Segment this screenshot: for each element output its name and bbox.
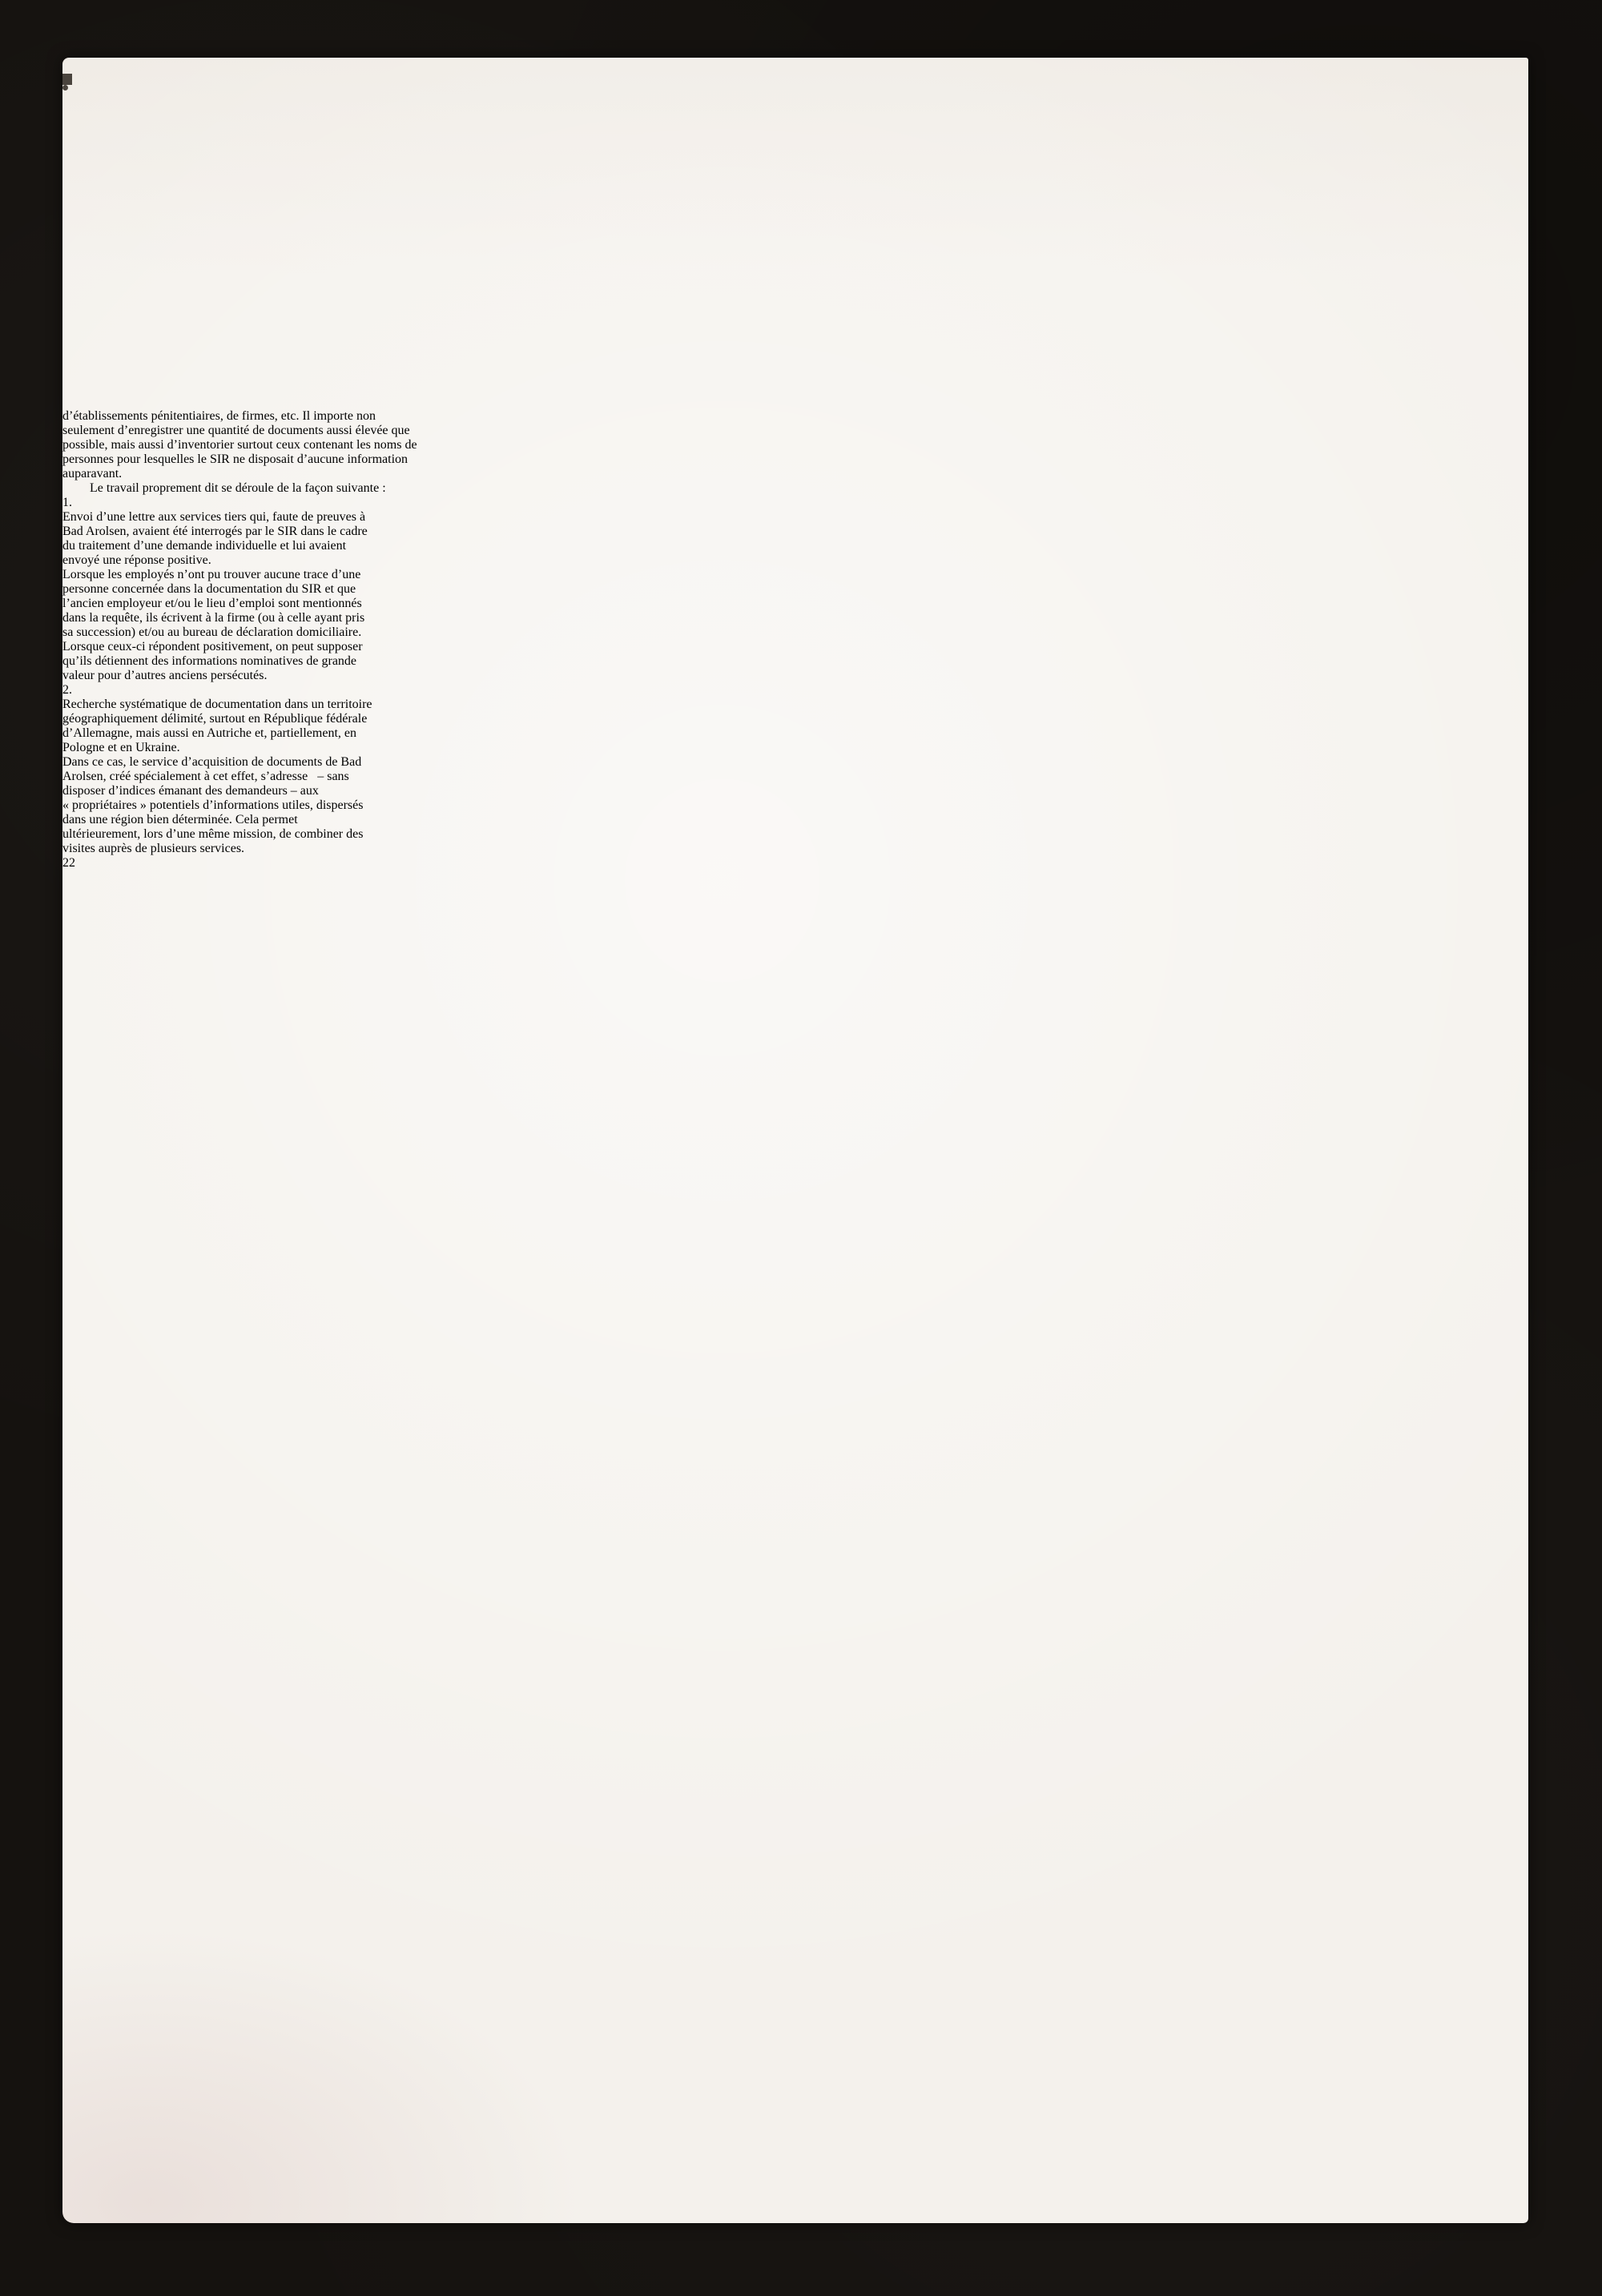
- text-line: géographiquement délimité, surtout en République fédérale: [62, 712, 368, 726]
- text-line: ultérieurement, lors d’une même mission, de combiner des: [62, 827, 364, 841]
- text-line: du traitement d’une demande individuelle et lui avaient: [62, 539, 347, 553]
- book-page: [62, 58, 1528, 2223]
- text-line: seulement d’enregistrer une quantité de documents aussi élevée que: [62, 424, 410, 437]
- text-line: disposer d’indices émanant des demandeurs – aux: [62, 784, 319, 798]
- text-line: valeur pour d’autres anciens persécutés.: [62, 669, 268, 682]
- bleedthrough-ghost: [62, 307, 175, 331]
- text-line: Arolsen, créé spécialement à cet effet, s’adresse – sans: [62, 770, 349, 783]
- text-line: auparavant.: [62, 467, 123, 481]
- paragraph: [62, 409, 1528, 481]
- text-line: Envoi d’une lettre aux services tiers qui, faute de preuves à: [62, 510, 366, 524]
- bleedthrough-ghost: [62, 283, 159, 307]
- paragraph: [62, 640, 1528, 683]
- text-line: sa succession) et/ou au bureau de déclaration domiciliaire.: [62, 625, 362, 639]
- bleedthrough-ghost: [62, 238, 112, 260]
- edge-ink-mark: [62, 85, 68, 90]
- list-item-number: 2.: [62, 683, 72, 697]
- paragraph: [62, 481, 1528, 496]
- text-line: dans une région bien déterminée. Cela permet: [62, 813, 298, 826]
- bleedthrough-ghost: [62, 90, 831, 118]
- text-line: personne concernée dans la documentation du SIR et que: [62, 582, 356, 596]
- text-line: qu’ils détiennent des informations nominatives de grande: [62, 654, 357, 668]
- text-line: dans la requête, ils écrivent à la firme (ou à celle ayant pris: [62, 611, 365, 625]
- text-line: envoyé une réponse positive.: [62, 553, 211, 567]
- text-line: l’ancien employeur et/ou le lieu d’emploi sont mentionnés: [62, 597, 362, 610]
- text-line: « propriétaires » potentiels d’informations utiles, dispersés: [62, 798, 364, 812]
- list-item: [62, 496, 1528, 568]
- bleedthrough-ghost: [62, 214, 167, 238]
- text-block: [62, 409, 1528, 856]
- text-line: visites auprès de plusieurs services.: [62, 842, 245, 855]
- bleedthrough-ghost: [62, 166, 159, 190]
- paragraph: [62, 568, 1528, 640]
- text-line: Bad Arolsen, avaient été interrogés par le SIR dans le cadre: [62, 525, 368, 538]
- text-line: d’Allemagne, mais aussi en Autriche et, partiellement, en: [62, 726, 356, 740]
- page-number: 22: [62, 856, 75, 870]
- bleedthrough-ghost: [62, 142, 152, 166]
- text-line: Lorsque les employés n’ont pu trouver aucune trace d’une: [62, 568, 361, 581]
- bleedthrough-ghost: [62, 260, 120, 283]
- bleedthrough-ghost: [62, 118, 119, 142]
- text-line: personnes pour lesquelles le SIR ne disposait d’aucune information: [62, 452, 409, 466]
- bleedthrough-ghost: [62, 382, 1024, 409]
- text-line: d’établissements pénitentiaires, de firmes, etc. Il importe non: [62, 409, 376, 423]
- text-line: Pologne et en Ukraine.: [62, 741, 180, 754]
- edge-ink-mark: [62, 74, 72, 85]
- paragraph: [62, 755, 1528, 856]
- text-line: possible, mais aussi d’inventorier surtout ceux contenant les noms de: [62, 438, 417, 452]
- list-item-number: 1.: [62, 496, 72, 509]
- list-item: [62, 683, 1528, 755]
- bleedthrough-ghost: [62, 355, 1048, 382]
- bleedthrough-ghost: [62, 331, 183, 355]
- text-line: Le travail proprement dit se déroule de la façon suivante :: [90, 481, 386, 495]
- page-top-edge: [74, 58, 1527, 64]
- text-line: Dans ce cas, le service d’acquisition de documents de Bad: [62, 755, 362, 769]
- text-line: Recherche systématique de documentation dans un territoire: [62, 698, 372, 711]
- text-line: Lorsque ceux-ci répondent positivement, on peut supposer: [62, 640, 363, 653]
- bleedthrough-ghost: [62, 190, 111, 214]
